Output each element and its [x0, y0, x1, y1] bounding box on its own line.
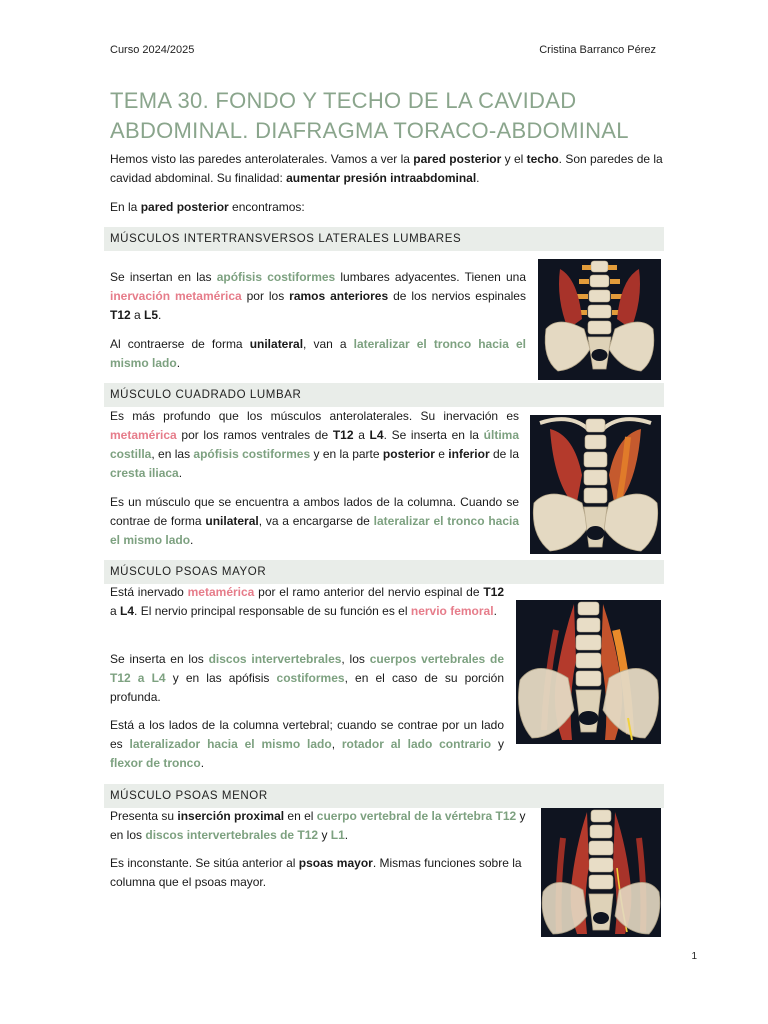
- intertransversos-paragraph-1: Se insertan en las apófisis costiformes lumbares adyacentes. Tienen una inervación metamérica por los ramos anteriores de los nervios espinales T12 a L5.: [110, 270, 526, 322]
- intertransversos-paragraph-2: Al contraerse de forma unilateral, van a lateralizar el tronco hacia el mismo lado.: [110, 337, 526, 370]
- section-heading-cuadrado-lumbar: MÚSCULO CUADRADO LUMBAR: [104, 383, 664, 407]
- intro-paragraph: Hemos visto las paredes anterolaterales. Vamos a ver la pared posterior y el techo. Son paredes de la cavidad abdominal. Su finalidad: aumentar presión intraabdominal.: [110, 152, 663, 185]
- psoas-menor-paragraph-1: Presenta su inserción proximal en el cuerpo vertebral de la vértebra T12 y en los discos intervertebrales de T12 y L1.: [110, 809, 526, 842]
- cuadrado-lumbar-paragraph-2: Es un músculo que se encuentra a ambos lados de la columna. Cuando se contrae de forma unilateral, va a encargarse de lateralizar el tronco hacia el mismo lado.: [110, 495, 520, 547]
- intertransversos-illustration: [538, 259, 661, 380]
- intro-paragraph-2: En la pared posterior encontramos:: [110, 200, 305, 214]
- psoas-mayor-paragraph-3: Está a los lados de la columna vertebral; cuando se contrae por un lado es lateralizador hacia el mismo lado, rotador al lado contrario y flexor de tronco.: [110, 718, 504, 770]
- author-name: Cristina Barranco Pérez: [539, 44, 656, 56]
- section-heading-intertransversos: MÚSCULOS INTERTRANSVERSOS LATERALES LUMBARES: [104, 227, 664, 251]
- cuadrado-lumbar-paragraph-1: Es más profundo que los músculos anterolaterales. Su inervación es metamérica por los ramos ventrales de T12 a L4. Se inserta en la última costilla, en las apófisis costiformes y en la parte posterior e inferior de la cresta iliaca.: [110, 409, 520, 480]
- page-title-line-1: TEMA 30. FONDO Y TECHO DE LA CAVIDAD: [110, 88, 577, 113]
- psoas-mayor-illustration: [516, 600, 661, 744]
- section-heading-psoas-mayor: MÚSCULO PSOAS MAYOR: [104, 560, 664, 584]
- psoas-mayor-paragraph-1: Está inervado metamérica por el ramo anterior del nervio espinal de T12 a L4. El nervio principal responsable de su función es el nervio femoral.: [110, 585, 504, 618]
- cuadrado-lumbar-illustration: [530, 415, 661, 554]
- psoas-mayor-paragraph-2: Se inserta en los discos intervertebrales, los cuerpos vertebrales de T12 a L4 y en las apófisis costiformes, en el caso de su porción profunda.: [110, 652, 505, 704]
- psoas-menor-illustration: [541, 808, 661, 937]
- course-year: Curso 2024/2025: [110, 44, 195, 56]
- page-title: [110, 86, 670, 146]
- psoas-menor-paragraph-2: Es inconstante. Se sitúa anterior al psoas mayor. Mismas funciones sobre la columna que el psoas mayor.: [110, 856, 522, 889]
- page-number: 1: [691, 951, 697, 962]
- section-heading-psoas-menor: MÚSCULO PSOAS MENOR: [104, 784, 664, 808]
- page-title-line-2: ABDOMINAL. DIAFRAGMA TORACO-ABDOMINAL: [110, 118, 629, 143]
